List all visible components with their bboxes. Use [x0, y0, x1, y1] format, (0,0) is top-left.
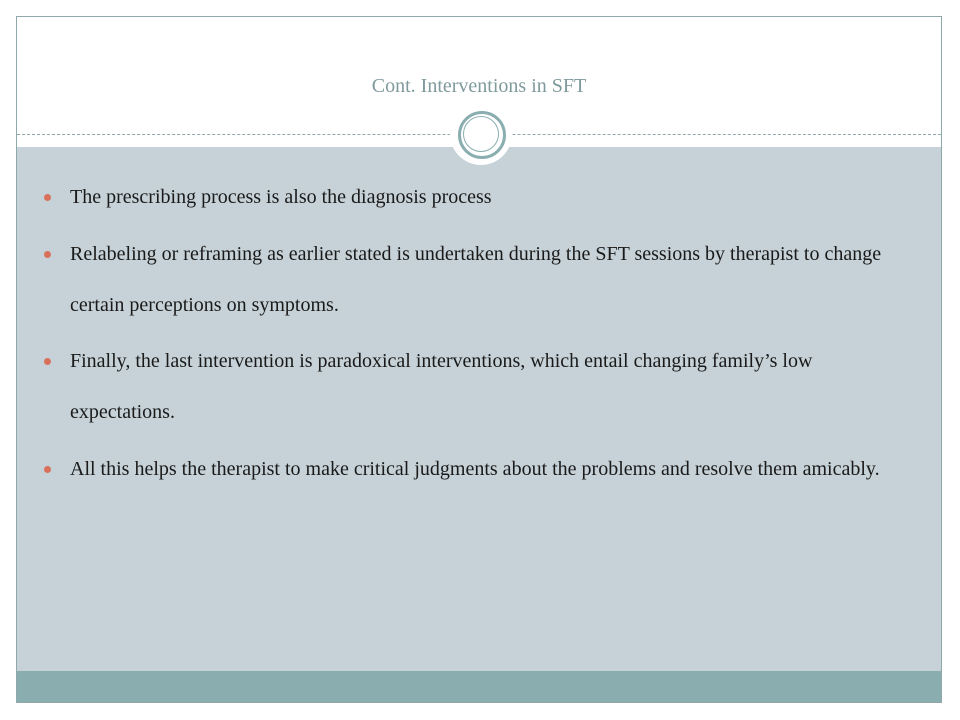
bullet-dot-icon	[44, 466, 51, 473]
bullet-text: Relabeling or reframing as earlier stated is undertaken during the SFT sessions by therapist to change certain perceptions on symptoms.	[70, 243, 882, 316]
footer-band	[17, 671, 941, 703]
bullet-text: All this helps the therapist to make critical judgments about the problems and resolve them amicably.	[70, 458, 880, 480]
bullet-dot-icon	[44, 251, 51, 258]
ornament-ring	[458, 111, 506, 159]
bullet-dot-icon	[44, 358, 51, 365]
slide-title: Cont. Interventions in SFT	[371, 75, 587, 97]
bullet-item	[70, 336, 920, 438]
slide	[16, 16, 942, 703]
bullet-dot-icon	[44, 194, 51, 201]
bullet-item	[70, 229, 920, 331]
circle-ornament-icon	[450, 103, 512, 165]
ornament-ring-inner	[463, 116, 499, 152]
bullet-item	[70, 172, 920, 223]
content-area	[17, 147, 941, 671]
bullet-item	[70, 444, 920, 495]
bullet-text: The prescribing process is also the diagnosis process	[70, 186, 492, 208]
bullet-text: Finally, the last intervention is paradoxical interventions, which entail changing family’s low expectations.	[70, 350, 813, 423]
